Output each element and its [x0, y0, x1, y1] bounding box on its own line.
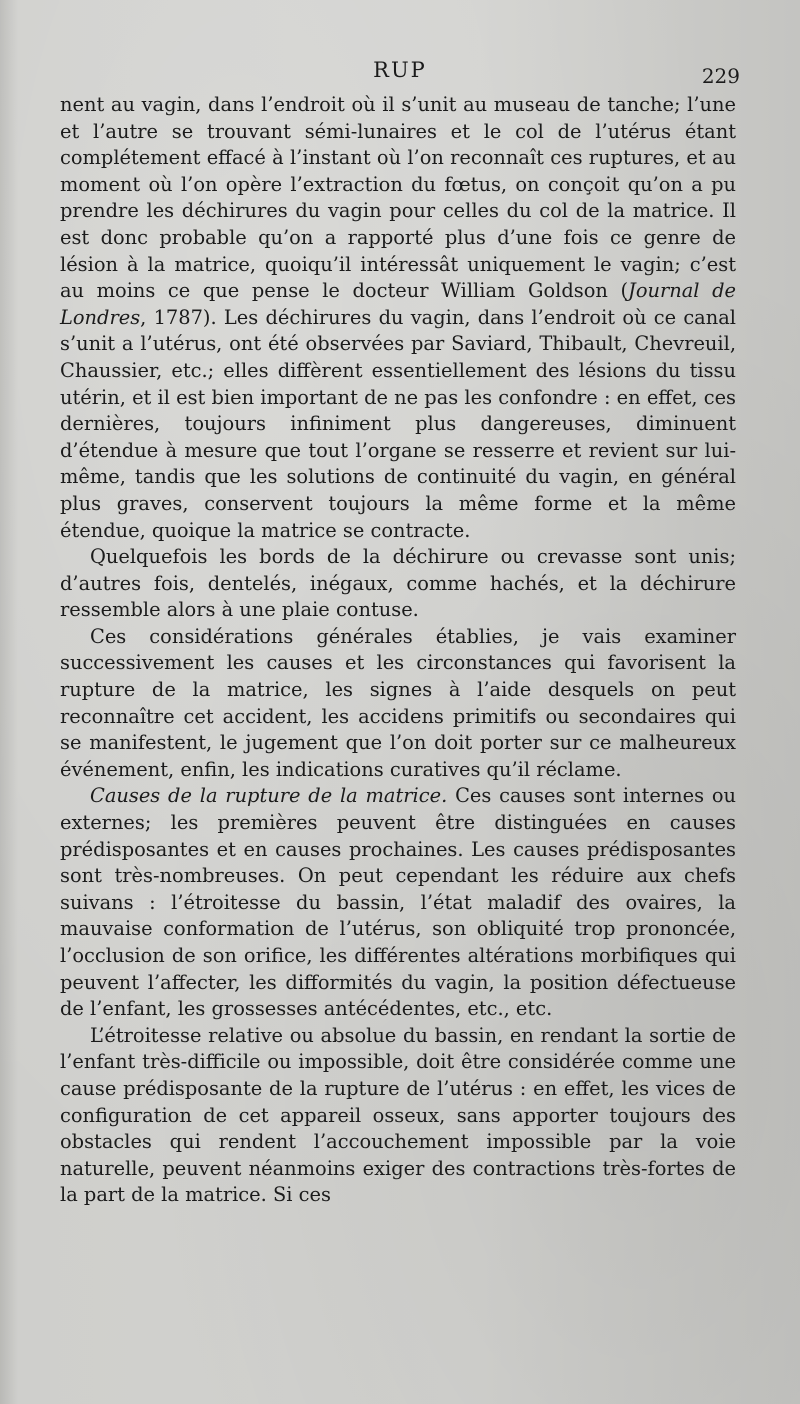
paragraph-text: Ces causes sont internes ou externes; les premières peuvent être distinguées en causes prédisposantes et en causes prochaines. Les causes prédisposantes sont très-nombreuses. On peut cependant les réduire aux chefs suivans : l’étroitesse du bassin, l’état maladif des ovaires, la mauvaise conformation de l’utérus, son obliquité trop prononcée, l’occlusion de son orifice, les différentes altérations morbifiques qui peuvent l’affecter, les difformités du vagin, la position défectueuse de l’enfant, les grossesses antécédentes, etc., etc.	[60, 784, 737, 1021]
paragraph-continuation	[60, 92, 736, 544]
paragraph: Ces considérations générales établies, je vais examiner successivement les causes et les circonstances qui favorisent la rupture de la matrice, les signes à l’aide desquels on peut reconnaître cet accident, les accidens primitifs ou secondaires qui se manifestent, le jugement que l’on doit porter sur ce malheureux événement, enfin, les indications curatives qu’il réclame.	[60, 624, 736, 781]
paragraph-text: nent au vagin, dans l’endroit où il s’unit au museau de tanche; l’une et l’autre se trouvant sémi-lunaires et le col de l’utérus étant complétement effacé à l’instant où l’on reconnaît ces ruptures, et au moment où l’on opère l’extraction du fœtus, on conçoit qu’on a pu prendre les déchirures du vagin pour celles du col de la matrice. Il est donc probable qu’on a rapporté plus d’une fois ce genre de lésion à la matrice, quoiqu’il intéressât uniquement le vagin; c’est au moins ce que pense le docteur William Goldson (	[60, 93, 736, 303]
paragraph: L’étroitesse relative ou absolue du bassin, en rendant la sortie de l’enfant très-difficile ou impossible, doit être considérée comme une cause prédisposante de la rupture de l’utérus : en effet, les vices de configuration de cet appareil osseux, sans apporter toujours des obstacles qui rendent l’accouchement impossible par la voie naturelle, peuvent néanmoins exiger des contractions très-fortes de la part de la matrice. Si ces	[60, 1023, 736, 1207]
paragraph-section-start	[60, 783, 736, 1022]
section-heading: Causes de la rupture de la matrice.	[90, 784, 448, 808]
paragraph-text-after: , 1787). Les déchirures du vagin, dans l’endroit où ce canal s’unit a l’utérus, ont été observées par Saviard, Thibault, Chevreuil, Chaussier, etc.; elles diffèrent essentiellement des lésions du tissu utérin, et il est bien important de ne pas les confondre : en effet, ces dernières, toujours infiniment plus dangereuses, diminuent d’étendue à mesure que tout l’organe se resserre et revient sur lui-même, tandis que les solutions de continuité du vagin, en général plus graves, conservent toujours la même forme et la même étendue, quoique la matrice se contracte.	[60, 305, 736, 542]
body-text	[60, 92, 736, 1209]
page-number: 229	[701, 64, 740, 88]
running-head: RUP	[373, 58, 427, 82]
journal-title: Journal de Londres	[60, 279, 736, 329]
page-header	[60, 58, 740, 90]
paragraph: Quelquefois les bords de la déchirure ou crevasse sont unis; d’autres fois, dentelés, inégaux, comme hachés, et la déchirure ressemble alors à une plaie contuse.	[60, 545, 736, 622]
